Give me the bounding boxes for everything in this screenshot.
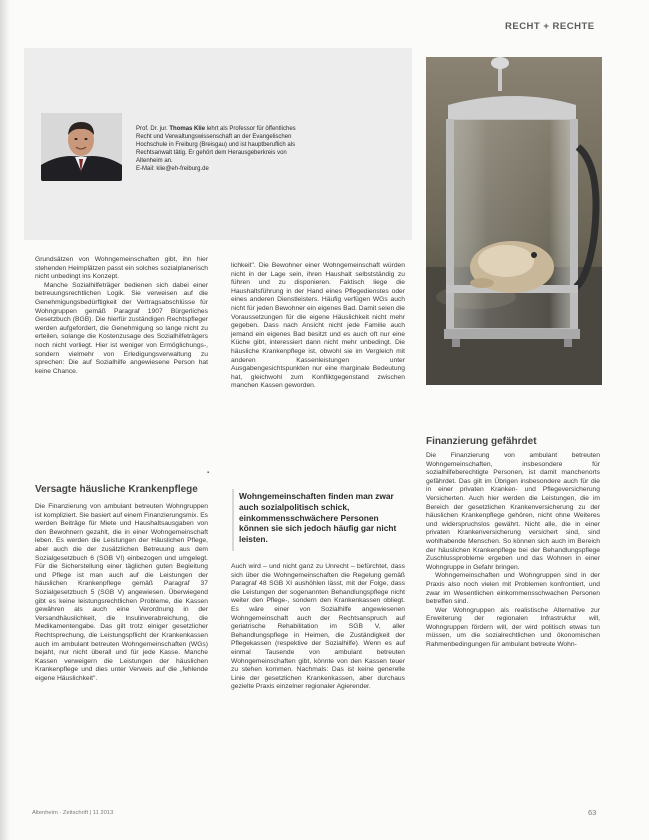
- paragraph: Manche Sozialhilfeträger bedienen sich dabei einer betreuungsrechtlichen Logik. Sie verweisen auf die Genehmigungsbedürftigkeit der Vertragsabschlüsse für Wohngruppen gemäß Paragraf 1907 Bürgerliches Gesetzbuch (BGB). Die hierfür zuständigen Rechtspfleger werden aufgefordert, die Genehmigung so lange nicht zu erteilen, solange die Kostenzusage des Sozialhilfeträgers noch nicht vorliegt. Hier ist weniger von Ermöglichungs-, sondern vielmehr von Erledigungsverwaltung zu sprechen: Die auf Sozialhilfe angewiesene Person hat keine Chance.: [35, 281, 208, 375]
- column-2: [231, 262, 405, 391]
- paragraph: Wer Wohngruppen als realistische Alternative zur Erweiterung der regionalen Infrastruktur will, Wohngruppen fördern will, der wird politisch etwas tun müssen, um die sozialrechtlichen und ökonomischen Rahmenbedingungen für ambulant betreute Wohn-: [426, 606, 600, 649]
- section-kicker: RECHT + RECHTE: [505, 21, 595, 32]
- author-bio-text: lehrt als Professor für öffentliches Recht und Verwaltungswissenschaft an der Evangelischen Hochschule in Freiburg (Breisgau) und ist hauptberuflich als Rechtsanwalt tätig. Er gehört dem Herausgeberkreis von Altenheim an.: [136, 126, 296, 164]
- author-photo: [41, 113, 122, 181]
- column-1: [35, 256, 208, 376]
- footer-publication: Altenheim · Zeitschrift | 11 2013: [32, 810, 114, 816]
- column-3: [426, 452, 600, 650]
- author-bio: [136, 125, 306, 173]
- paragraph: Wohngemeinschaften und Wohngruppen sind in der Praxis also noch vielen mit Problemen konfrontiert, und zwar im Wesentlichen einkommensschwachen Personen betreffen sind.: [426, 572, 600, 606]
- author-name: Thomas Klie: [169, 126, 206, 132]
- paragraph: Auch wird – und nicht ganz zu Unrecht – befürchtet, dass sich über die Wohngemeinschaften die Regelung gemäß Paragraf 48 SGB XI aushöhlen lässt, mit der Folge, dass die Leistungen der sogenannten Behandlungspflege nicht weiter den Pflege-, sondern den Krankenkassen obliegt. Es wäre einer von Sozialhilfe angewiesenen Wohngemeinschaft auch der Rechtsanspruch auf geriatrische Rehabilitation im SGB V, aller Behandlungspflege in Heimen, die Zuständigkeit der Pflegekassen (respektive der Sozialhilfe). Wenn es auf einmal Tausende von ambulant betreuten Wohngemeinschaften gibt, könnte von den Kassen teuer zu stehen kommen. Nachmals: Das ist keine generelle Linie der gesetzlichen Krankenkassen, aber durchaus gezielte Praxis einzelner regionaler Agierender.: [231, 563, 405, 691]
- pull-quote: Wohngemeinschaften finden man zwar auch sozialpolitisch schick, einkommensschwächere Personen können sie sich jedoch häufig gar nicht leisten.: [239, 491, 397, 545]
- paragraph: Grundsätzen von Wohngemeinschaften gibt, ihn hier stehenden Heimplätzen passt ein solches sozialplanerisch nicht unbedingt ins Konzept.: [35, 256, 208, 281]
- section-title-versagte: Versagte häusliche Krankenpflege: [35, 484, 198, 495]
- lead-photo-french-press: [426, 57, 602, 385]
- author-name-prefix: Prof. Dr. jur.: [136, 126, 168, 132]
- end-bullet: ▪: [207, 470, 210, 476]
- page-number: 63: [588, 808, 597, 817]
- paragraph: Die Finanzierung von ambulant betreuten Wohngruppen ist kompliziert. Sie basiert auf einem Finanzierungsmix. Es werden Beiträge für Miete und Haushaltsausgaben von den Bewohnern gezahlt, die in einer Wohngemeinschaft leben. Es werden die Leistungen der Häuslichen Pflege, aber auch die der zusätzlichen Betreuung aus dem Sozialgesetzbuch 6 (SGB VI) einbezogen und umgelegt. Für die Sicherstellung einer täglichen guten Begleitung und Pflege ist man auch auf die Leistungen der häuslichen Krankenpflege gemäß Paragraf 37 Sozialgesetzbuch 5 (SGB V) angewiesen. Überwiegend gibt es keine leistungsrechtlichen Probleme, die Kassen gewähren als auch eine Verordnung in der Versandhäuslichkeit, die Insulinverabreichung, die Medikamentengabe. Das gilt trotz einiger gesetzlicher Rechtsprechung, die Leistungspflicht der Krankenkassen auch im ambulant betreuten Wohngemeinschaften (WGs) bejaht, nur nicht überall und für jede Kasse. Manche Kassen verweigern die Leistungen der häuslichen Krankenpflege und dies unter Verweis auf die „fehlende eigene Häuslichkeit".: [35, 503, 208, 682]
- paragraph: Die Finanzierung von ambulant betreuten Wohngemeinschaften, insbesondere für sozialhilfeberechtigte Personen, ist damit manchenorts gefährdet. Das gilt im Übrigen insbesondere auch für die in einer privaten Kranken- und Pflegeversicherung Versicherten. Auch hier werden die Leistungen, die im Bereich der gesetzlichen Krankenversicherung zu der häuslichen Krankenpflege gehören, nicht ohne Weiteres und widerspruchslos gewährt. Nicht alle, die in einer privaten Krankenversicherung versichert sind, sind wohlhabende Menschen. So können sich auch im Bereich der häuslichen Krankenpflege bei der Behandlungspflege Zuschlussprobleme ergeben und das Wohnen in einer Wohngruppe in Gefahr bringen.: [426, 452, 600, 571]
- column-1-section: [35, 503, 208, 683]
- paragraph: lichkeit". Die Bewohner einer Wohngemeinschaft würden nicht in der Lage sein, ihren Haushalt selbstständig zu führen und zu disponieren. Faktisch liege die Haushaltsführung in der Hand eines Pflegedienstes oder eines anderen Dienstleisters. Häufig verfügen WGs auch nicht für jeden Bewohner ein eigenes Bad. Damit seien die Voraussetzungen für die eigene Häuslichkeit nicht mehr gegeben. Dass nach Ansicht nicht jede Familie auch jemand ein eigenes Bad besitzt und es auch oft nur eine Küche gibt, interessiert dann nicht mehr unbedingt. Die häusliche Krankenpflege ist, obwohl sie im Vergleich mit anderen Kassenleistungen unter Ausgabengesichtspunkten nur eine marginale Bedeutung hat, gleichwohl zum Konfliktgegenstand zwischen manchen Kassen geworden.: [231, 262, 405, 390]
- author-email: E-Mail: klie@eh-freiburg.de: [136, 166, 209, 172]
- column-2-lower: [231, 563, 405, 692]
- pull-quote-rule: [232, 489, 234, 551]
- page-fold-shadow: [0, 0, 10, 840]
- section-title-finanzierung: Finanzierung gefährdet: [426, 436, 537, 447]
